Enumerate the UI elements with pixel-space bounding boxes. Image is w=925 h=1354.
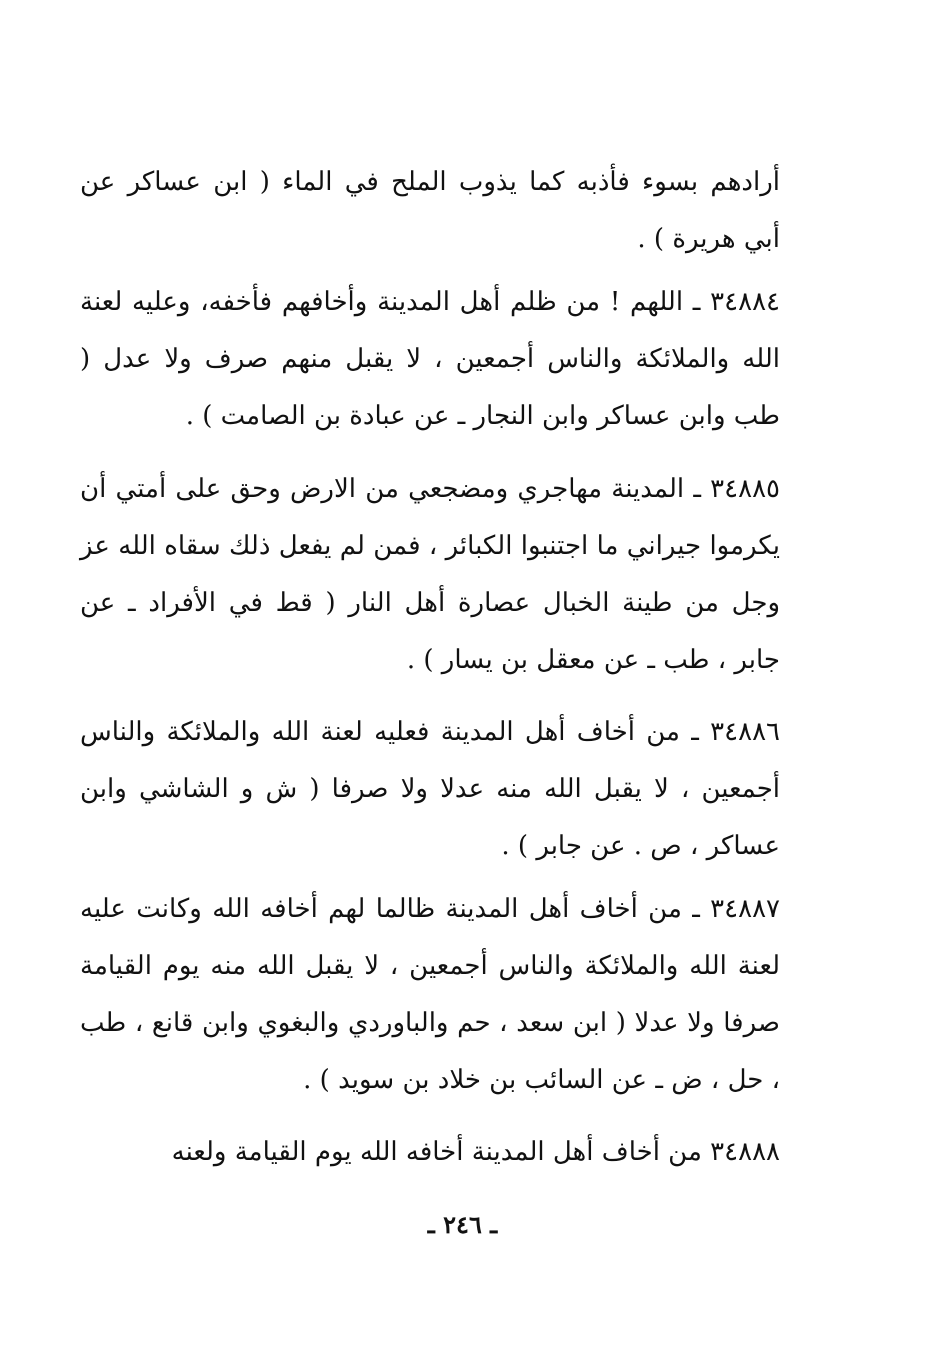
page-number: ـ ٢٤٦ ـ [427,1210,498,1239]
paragraph-text: ٣٤٨٨٨ من أخاف أهل المدينة أخافه الله يوم القيامة ولعنه [171,1137,780,1167]
hadith-34888 [80,1124,780,1181]
hadith-34885 [80,461,780,689]
paragraph-continuation [80,154,780,268]
paragraph-text: ٣٤٨٨٤ ـ اللهم ! من ظلم أهل المدينة وأخافهم فأخفه، وعليه لعنة الله والملائكة والناس أجمعين ، لا يقبل منهم صرف ولا عدل ( طب وابن عساكر وابن النجار ـ عن عبادة بن الصامت ) . [80,287,780,431]
paragraph-text: أرادهم بسوء فأذبه كما يذوب الملح في الماء ( ابن عساكر عن أبي هريرة ) . [80,167,780,254]
paragraph-text: ٣٤٨٨٦ ـ من أخاف أهل المدينة فعليه لعنة الله والملائكة والناس أجمعين ، لا يقبل الله منه عدلا ولا صرفا ( ش و الشاشي وابن عساكر ، ص . عن جابر ) . [80,717,780,861]
paragraph-text: ٣٤٨٨٥ ـ المدينة مهاجري ومضجعي من الارض وحق على أمتي أن يكرموا جيراني ما اجتنبوا الكبائر ، فمن لم يفعل ذلك سقاه الله عز وجل من طينة الخبال عصارة أهل النار ( قط في الأفراد ـ عن جابر ، طب ـ عن معقل بن يسار ) . [80,474,780,675]
paragraph-text: ٣٤٨٨٧ ـ من أخاف أهل المدينة ظالما لهم أخافه الله وكانت عليه لعنة الله والملائكة والناس أجمعين ، لا يقبل الله منه يوم القيامة صرفا ولا عدلا ( ابن سعد ، حم والباوردي والبغوي وابن قانع ، طب ، حل ، ض ـ عن السائب بن خلاد بن سويد ) . [80,894,780,1095]
hadith-34887 [80,881,780,1109]
hadith-34886 [80,704,780,875]
hadith-34884 [80,274,780,445]
